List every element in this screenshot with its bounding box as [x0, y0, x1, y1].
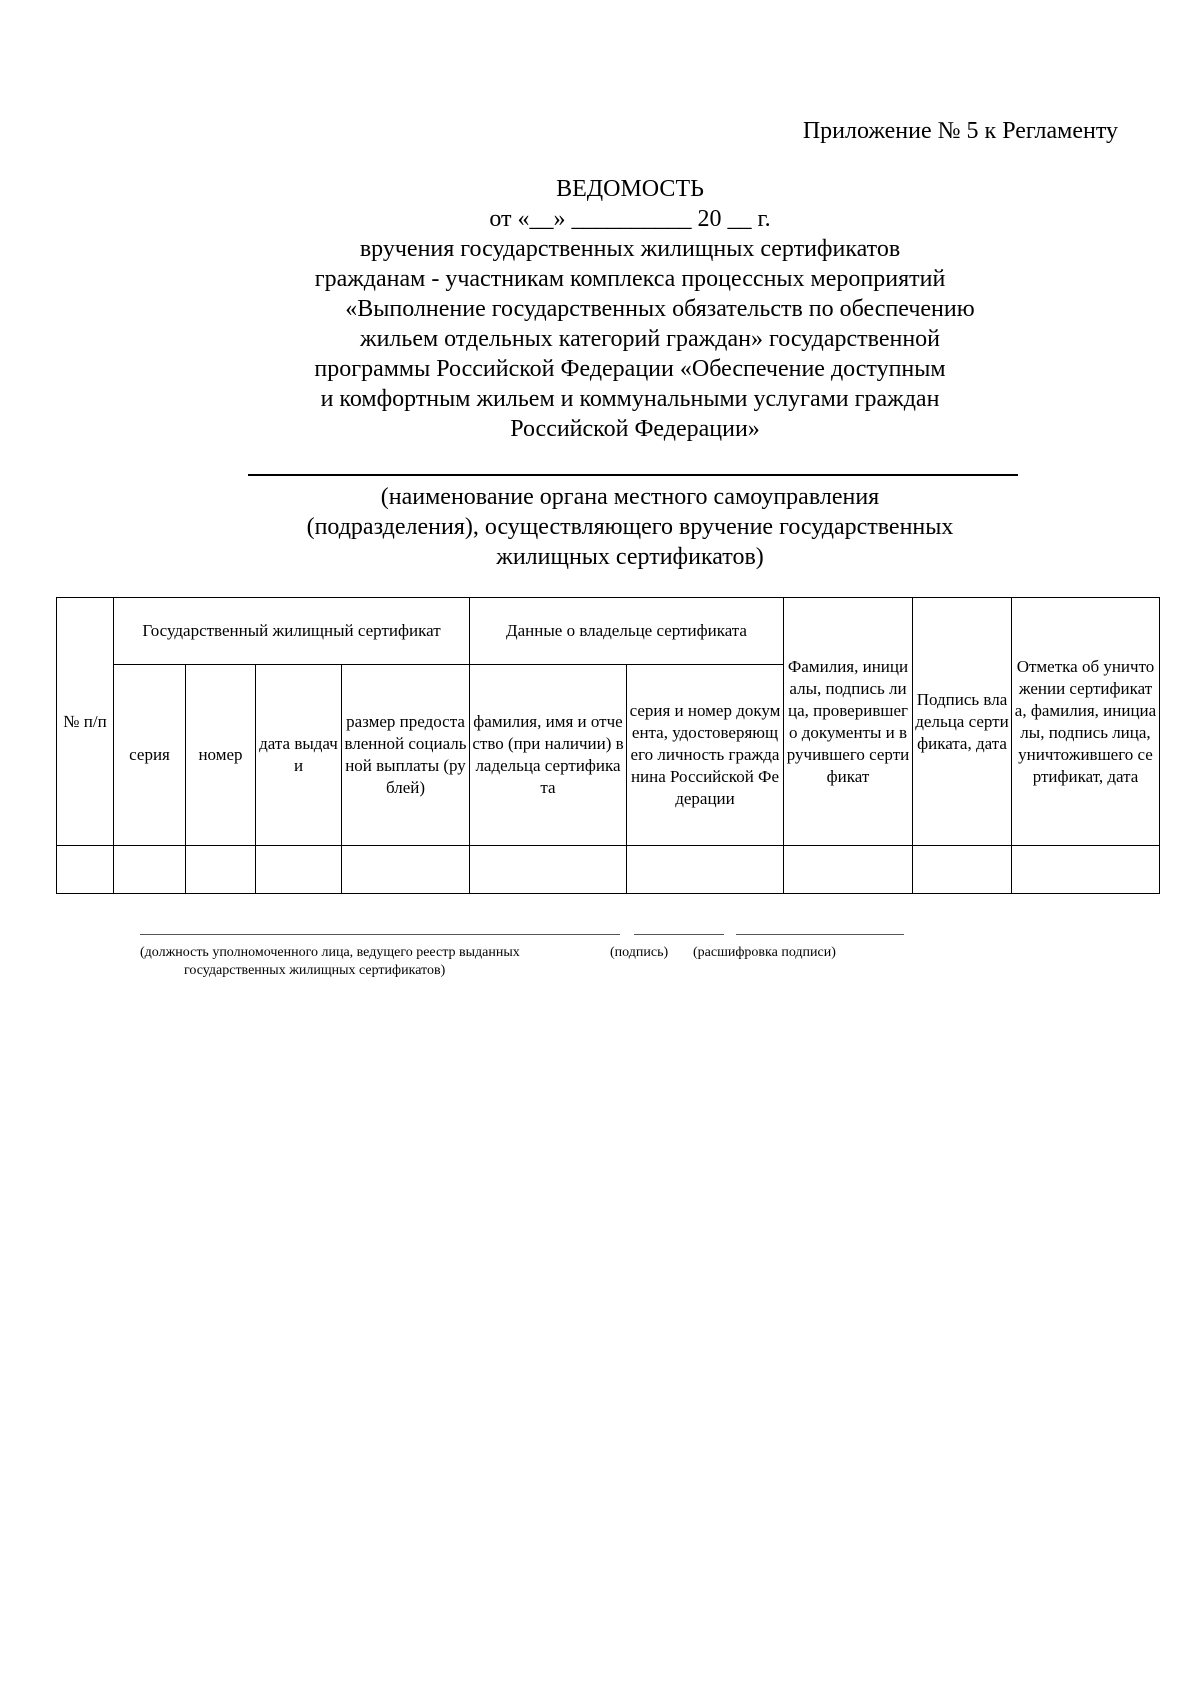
table-cell [627, 846, 784, 894]
table-cell [913, 846, 1012, 894]
table-cell [57, 846, 114, 894]
table-cell [186, 846, 256, 894]
column-header-number: № п/п [57, 598, 114, 846]
table-cell [784, 846, 913, 894]
column-header-issue-date: дата выдачи [256, 665, 342, 846]
header-line: программы Российской Федерации «Обеспечение доступным [314, 356, 946, 382]
column-header-series: серия [114, 665, 186, 846]
caption-line: (наименование органа местного самоуправления [380, 484, 880, 510]
column-header-owner-name: фамилия, имя и отчество (при наличии) владельца сертификата [470, 665, 627, 846]
document-title: ВЕДОМОСТЬ [556, 176, 704, 202]
table-row [57, 846, 1160, 894]
appendix-reference: Приложение № 5 к Регламенту [802, 118, 1118, 144]
table-cell [1012, 846, 1160, 894]
table-cell [256, 846, 342, 894]
table-cell [342, 846, 470, 894]
column-header-checker: Фамилия, инициалы, подпись лица, проверившего документы и вручившего сертификат [784, 598, 913, 846]
column-header-amount: размер предоставленной социальной выплаты (рублей) [342, 665, 470, 846]
organization-caption [200, 482, 1060, 572]
signature-lines [0, 934, 1200, 936]
caption-line: (подразделения), осуществляющего вручение государственных [306, 514, 954, 540]
certificate-registry-table [56, 597, 1160, 894]
table-cell [470, 846, 627, 894]
header-line: Российской Федерации» [510, 416, 760, 442]
organization-name-line [248, 474, 1018, 476]
position-line [140, 934, 620, 935]
column-header-destruction: Отметка об уничтожении сертификата, фамилия, инициалы, подпись лица, уничтожившего сертификат, дата [1012, 598, 1160, 846]
header-line: жильем отдельных категорий граждан» государственной [359, 326, 941, 352]
header-line: и комфортным жильем и коммунальными услугами граждан [320, 386, 940, 412]
position-caption-continuation: государственных жилищных сертификатов) [184, 963, 446, 978]
decoding-line [736, 934, 904, 935]
date-line: от «__» __________ 20 __ г. [489, 206, 771, 232]
group-header-certificate: Государственный жилищный сертификат [114, 598, 470, 665]
table-cell [114, 846, 186, 894]
column-header-cert-number: номер [186, 665, 256, 846]
group-header-owner: Данные о владельце сертификата [470, 598, 784, 665]
header-line: гражданам - участникам комплекса процессных мероприятий [314, 266, 946, 292]
column-header-id-document: серия и номер документа, удостоверяющего личность гражданина Российской Федерации [627, 665, 784, 846]
signature-line [634, 934, 724, 935]
column-header-owner-signature: Подпись владельца сертификата, дата [913, 598, 1012, 846]
decoding-caption: (расшифровка подписи) [693, 945, 836, 960]
document-header [200, 174, 1060, 444]
header-line: вручения государственных жилищных сертификатов [359, 236, 901, 262]
position-caption: (должность уполномоченного лица, ведущего реестр выданных [140, 945, 520, 960]
caption-line: жилищных сертификатов) [496, 544, 764, 570]
signature-caption: (подпись) [610, 945, 669, 960]
header-line: «Выполнение государственных обязательств по обеспечению [345, 296, 975, 322]
